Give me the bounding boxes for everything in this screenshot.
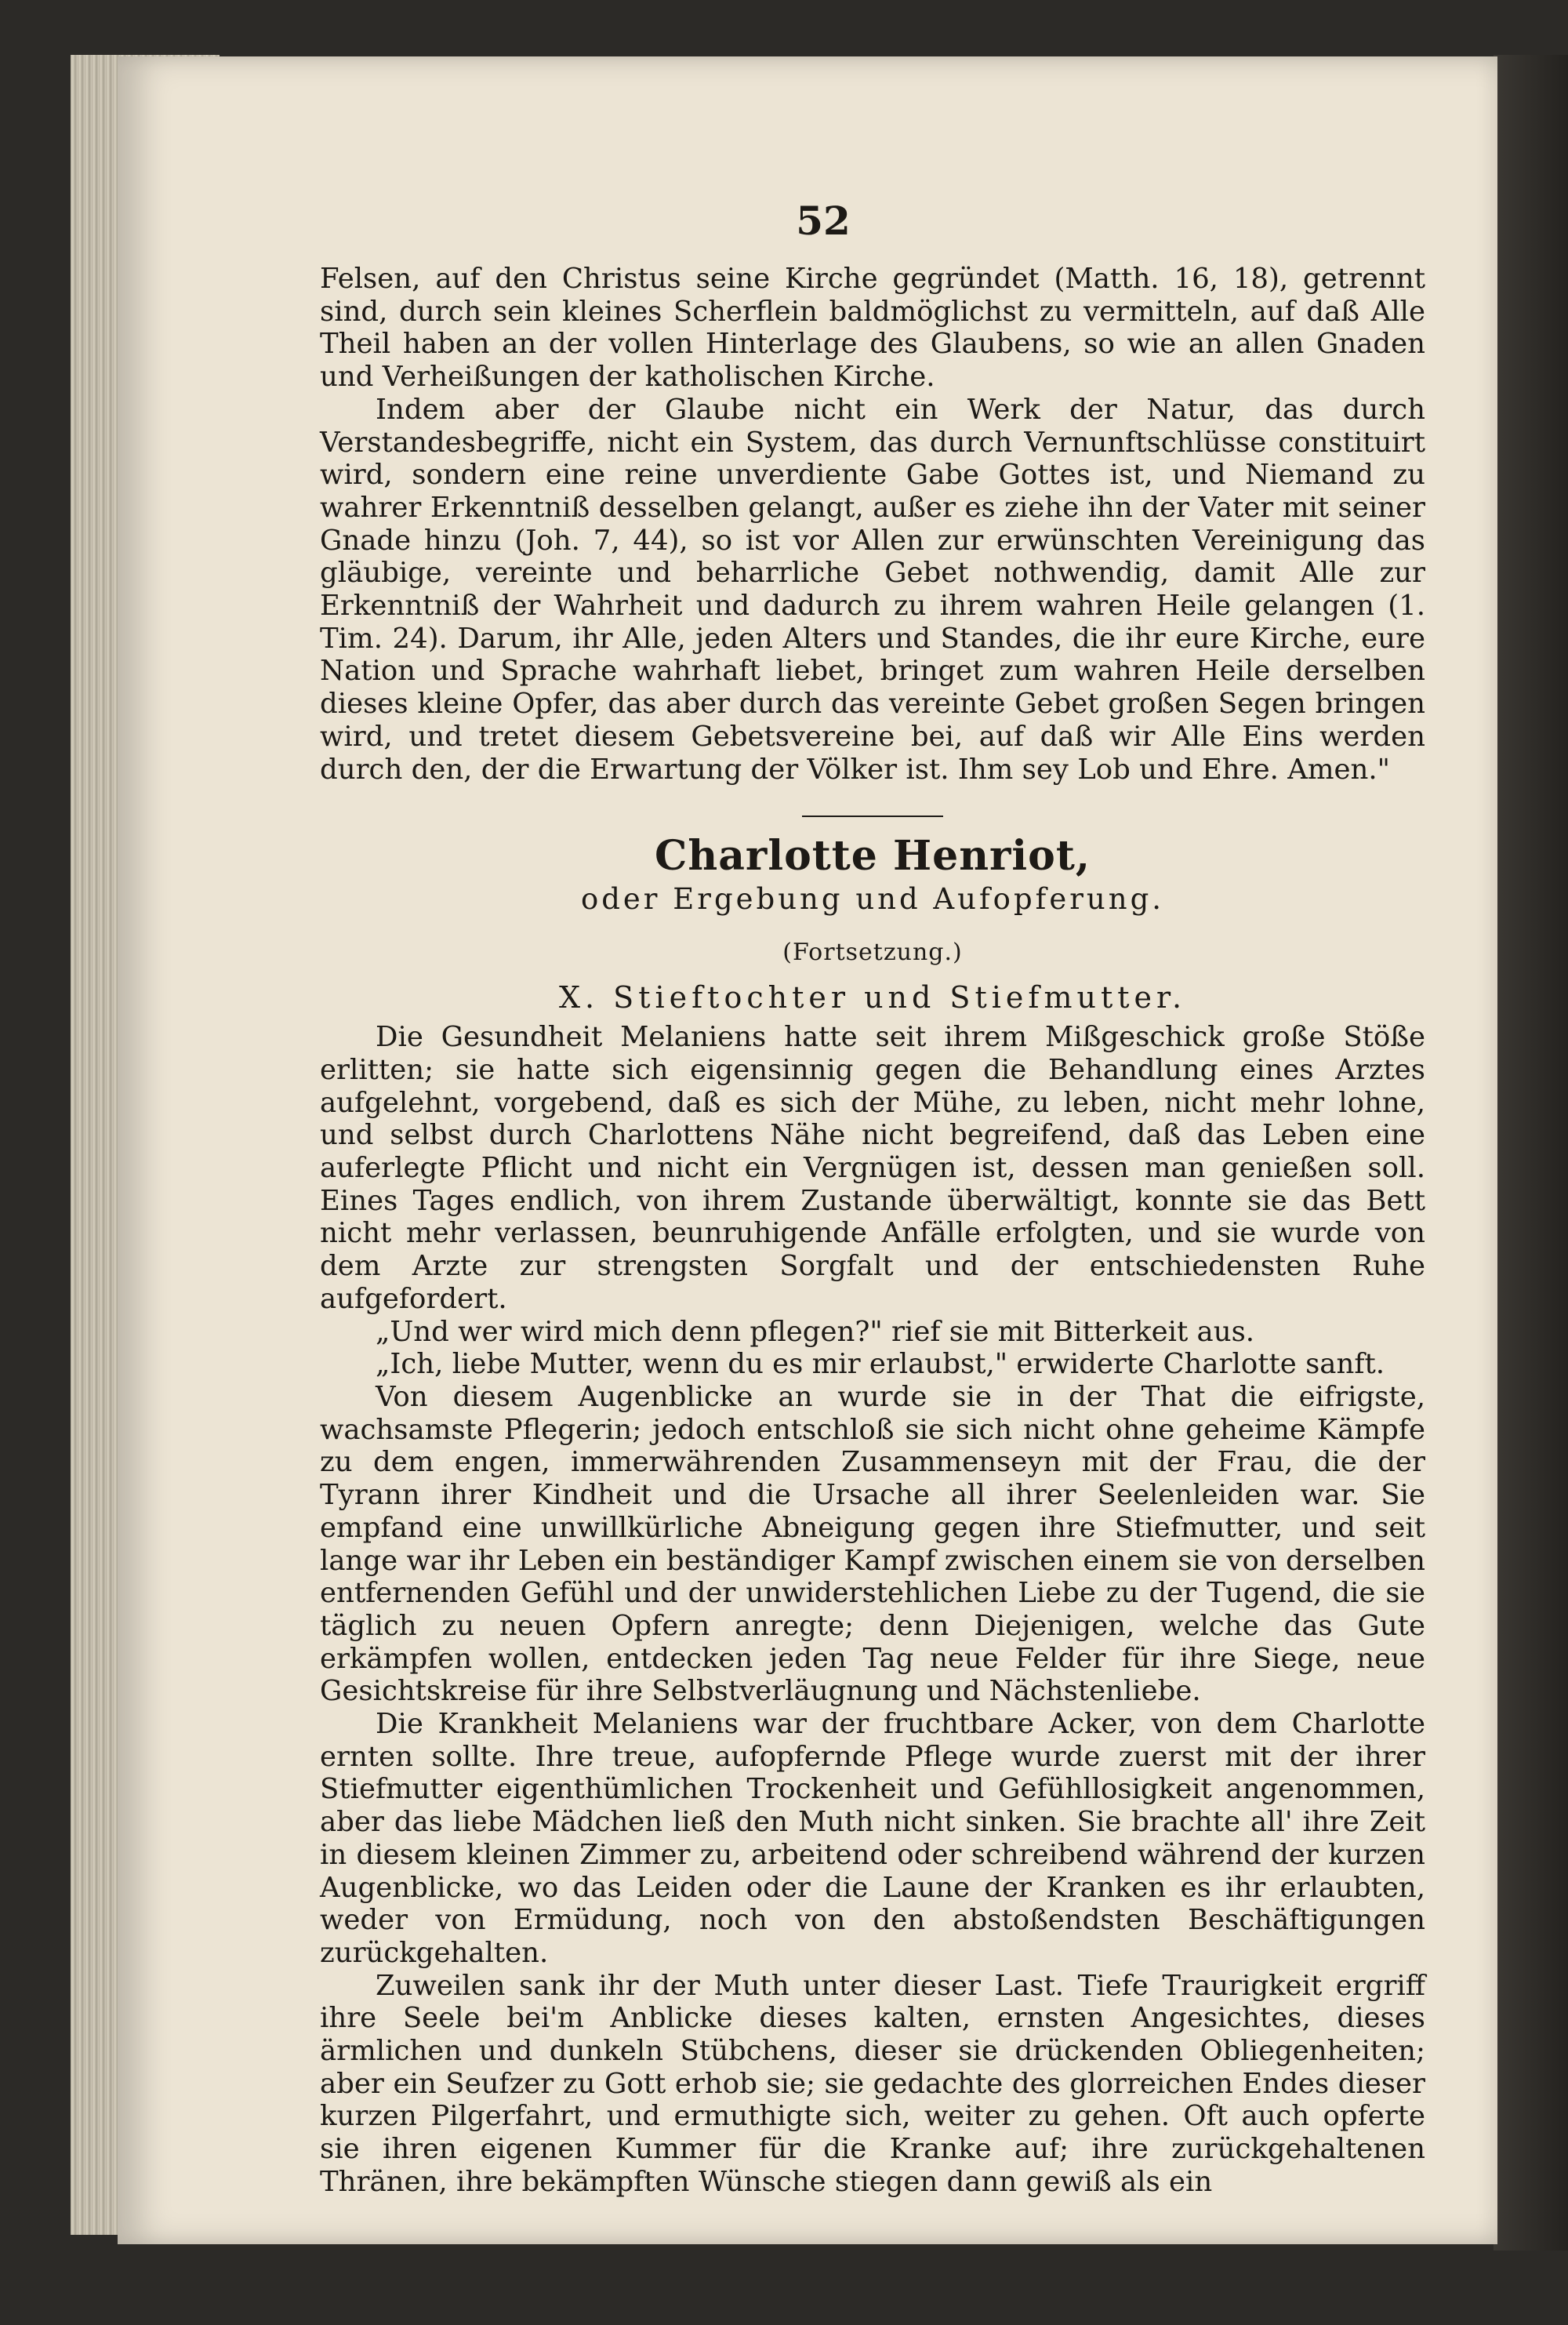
page-text-block <box>320 263 1425 2199</box>
story-title: Charlotte Henriot, <box>655 832 1091 881</box>
story-paragraph-2: „Und wer wird mich denn pflegen?" rief sie mit Bitterkeit aus. <box>376 1315 1255 1348</box>
story-paragraph-1: Die Gesundheit Melaniens hatte seit ihrem Mißgeschick große Stöße erlitten; sie hatte sich eigensinnig gegen die Behandlung eines Arztes aufgelehnt, vorgebend, daß es sich der Mühe, zu leben, nicht mehr lohne, und selbst durch Charlottens Nähe nicht begreifend, daß das Leben eine auferlegte Pflicht und nicht ein Vergnügen ist, dessen man genießen soll. Eines Tages endlich, von ihrem Zustande überwältigt, konnte sie das Bett nicht mehr verlassen, beunruhigende Anfälle erfolgten, und sie wurde von dem Arzte zur strengsten Sorgfalt und der entschiedensten Ruhe aufgefordert. <box>320 1021 1425 1315</box>
intro-paragraph-1: Felsen, auf den Christus seine Kirche gegründet (Matth. 16, 18), getrennt sind, durch sein kleines Scherflein baldmöglichst zu vermitteln, auf daß Alle Theil haben an der vollen Hinterlage des Glaubens, so wie an allen Gnaden und Verheißungen der katholischen Kirche. <box>320 263 1425 394</box>
story-paragraph-5: Die Krankheit Melaniens war der fruchtbare Acker, von dem Charlotte ernten sollte. Ihre treue, aufopfernde Pflege wurde zuerst mit der ihrer Stiefmutter eigenthümlichen Trockenheit und Gefühllosigkeit angenommen, aber das liebe Mädchen ließ den Muth nicht sinken. Sie brachte all' ihre Zeit in diesem kleinen Zimmer zu, arbeitend oder schreibend während der kurzen Augenblicke, wo das Leiden oder die Laune der Kranken es ihr erlaubten, weder von Ermüdung, noch von den abstoßendsten Beschäftigungen zurückgehalten. <box>320 1708 1425 1969</box>
story-paragraph-6: Zuweilen sank ihr der Muth unter dieser Last. Tiefe Traurigkeit ergriff ihre Seele bei'm Anblicke dieses kalten, ernsten Angesichtes, dieses ärmlichen und dunkeln Stübchens, dieser sie drückenden Obliegenheiten; aber ein Seufzer zu Gott erhob sie; sie gedachte des glorreichen Endes dieser kurzen Pilgerfahrt, und ermuthigte sich, weiter zu gehen. Oft auch opferte sie ihren eigenen Kummer für die Kranke auf; ihre zurückgehaltenen Thränen, ihre bekämpften Wünsche stiegen dann gewiß als ein <box>320 1969 1425 2198</box>
scan-background-right <box>1494 55 1568 2251</box>
intro-paragraph-2: Indem aber der Glaube nicht ein Werk der Natur, das durch Verstandesbegriffe, nicht ein System, das durch Vernunftschlüsse constituirt wird, sondern eine reine unverdiente Gabe Gottes ist, und Niemand zu wahrer Erkenntniß desselben gelangt, außer es ziehe ihn der Vater mit seiner Gnade hinzu (Joh. 7, 44), so ist vor Allen zur erwünschten Vereinigung das gläubige, vereinte und beharrliche Gebet nothwendig, damit Alle zur Erkenntniß der Wahrheit und dadurch zu ihrem wahren Heile gelangen (1. Tim. 24). Darum, ihr Alle, jeden Alters und Standes, die ihr eure Kirche, eure Nation und Sprache wahrhaft liebet, bringet zum wahren Heile derselben dieses kleine Opfer, das aber durch das vereinte Gebet großen Segen bringen wird, und tretet diesem Gebetsvereine bei, auf daß wir Alle Eins werden durch den, der die Erwartung der Völker ist. Ihm sey Lob und Ehre. Amen." <box>320 393 1425 786</box>
section-divider <box>802 816 943 817</box>
story-paragraph-4: Von diesem Augenblicke an wurde sie in der That die eifrigste, wachsamste Pflegerin; jedoch entschloß sie sich nicht ohne geheime Kämpfe zu dem engen, immerwährenden Zusammenseyn mit der Frau, die der Tyrann ihrer Kindheit und die Ursache all ihrer Seelenleiden war. Sie empfand eine unwillkürliche Abneigung gegen ihre Stiefmutter, und seit lange war ihr Leben ein beständiger Kampf zwischen einem sie von derselben entfernenden Gefühl und der unwiderstehlichen Liebe zu der Tugend, die sie täglich zu neuen Opfern anregte; denn Diejenigen, welche das Gute erkämpfen wollen, entdecken jeden Tag neue Felder für ihre Siege, neue Gesichtskreise für ihre Selbstverläugnung und Nächstenliebe. <box>320 1380 1425 1708</box>
story-subtitle: oder Ergebung und Aufopferung. <box>580 882 1165 917</box>
story-paragraph-3: „Ich, liebe Mutter, wenn du es mir erlaubst," erwiderte Charlotte sanft. <box>376 1348 1385 1381</box>
chapter-heading: X. Stieftochter und Stiefmutter. <box>558 980 1187 1015</box>
continuation-note: (Fortsetzung.) <box>782 939 963 967</box>
page-number: 52 <box>796 198 851 244</box>
